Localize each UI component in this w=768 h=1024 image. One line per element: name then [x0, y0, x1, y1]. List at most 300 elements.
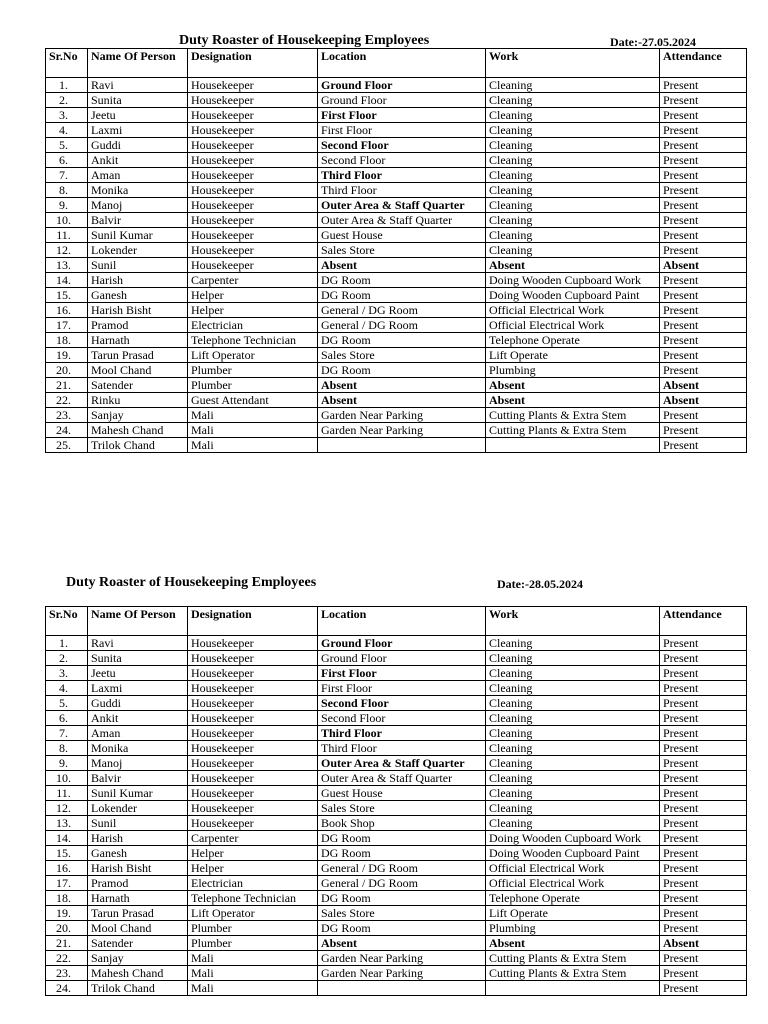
table-row	[46, 801, 747, 816]
work-cell: Absent	[486, 393, 660, 408]
attendance-cell: Present	[660, 966, 747, 981]
name-cell: Tarun Prasad	[88, 906, 188, 921]
sr-no-cell: 5.	[46, 138, 88, 153]
table-row	[46, 363, 747, 378]
attendance-cell: Present	[660, 168, 747, 183]
work-cell: Cutting Plants & Extra Stem	[486, 951, 660, 966]
sr-no-cell: 10.	[46, 771, 88, 786]
table-row	[46, 123, 747, 138]
location-cell: First Floor	[318, 108, 486, 123]
designation-cell: Helper	[188, 303, 318, 318]
location-cell: Absent	[318, 936, 486, 951]
work-cell: Cleaning	[486, 123, 660, 138]
table-row	[46, 213, 747, 228]
attendance-cell: Present	[660, 756, 747, 771]
location-cell: Second Floor	[318, 153, 486, 168]
roster-date: Date:-27.05.2024	[610, 35, 696, 49]
col-header-location: Location	[318, 607, 486, 636]
attendance-cell: Present	[660, 438, 747, 453]
sr-no-cell: 15.	[46, 846, 88, 861]
table-row	[46, 861, 747, 876]
location-cell: Book Shop	[318, 816, 486, 831]
sr-no-cell: 16.	[46, 861, 88, 876]
work-cell	[486, 981, 660, 996]
name-cell: Tarun Prasad	[88, 348, 188, 363]
designation-cell: Helper	[188, 288, 318, 303]
table-row	[46, 921, 747, 936]
designation-cell: Housekeeper	[188, 258, 318, 273]
sr-no-cell: 8.	[46, 741, 88, 756]
work-cell: Doing Wooden Cupboard Work	[486, 831, 660, 846]
work-cell: Cutting Plants & Extra Stem	[486, 966, 660, 981]
designation-cell: Housekeeper	[188, 636, 318, 651]
work-cell: Cleaning	[486, 78, 660, 93]
name-cell: Sanjay	[88, 408, 188, 423]
designation-cell: Lift Operator	[188, 348, 318, 363]
name-cell: Laxmi	[88, 123, 188, 138]
name-cell: Aman	[88, 726, 188, 741]
attendance-cell: Present	[660, 696, 747, 711]
col-header-work: Work	[486, 607, 660, 636]
location-cell: Garden Near Parking	[318, 951, 486, 966]
table-row	[46, 393, 747, 408]
attendance-cell: Present	[660, 786, 747, 801]
name-cell: Harnath	[88, 333, 188, 348]
table-row	[46, 726, 747, 741]
table-row	[46, 771, 747, 786]
name-cell: Ganesh	[88, 288, 188, 303]
designation-cell: Mali	[188, 951, 318, 966]
work-cell: Cleaning	[486, 243, 660, 258]
location-cell: DG Room	[318, 921, 486, 936]
location-cell: Ground Floor	[318, 93, 486, 108]
location-cell: DG Room	[318, 288, 486, 303]
table-row	[46, 438, 747, 453]
attendance-cell: Absent	[660, 258, 747, 273]
name-cell: Manoj	[88, 198, 188, 213]
sr-no-cell: 18.	[46, 891, 88, 906]
designation-cell: Mali	[188, 438, 318, 453]
work-cell: Cleaning	[486, 153, 660, 168]
attendance-cell: Present	[660, 348, 747, 363]
designation-cell: Housekeeper	[188, 183, 318, 198]
name-cell: Monika	[88, 741, 188, 756]
sr-no-cell: 22.	[46, 951, 88, 966]
col-header-designation: Designation	[188, 49, 318, 78]
location-cell: Absent	[318, 258, 486, 273]
work-cell: Cleaning	[486, 756, 660, 771]
designation-cell: Carpenter	[188, 831, 318, 846]
name-cell: Ravi	[88, 636, 188, 651]
attendance-cell: Present	[660, 108, 747, 123]
attendance-cell: Present	[660, 138, 747, 153]
table-row	[46, 138, 747, 153]
attendance-cell: Present	[660, 198, 747, 213]
name-cell: Sanjay	[88, 951, 188, 966]
col-header-name: Name Of Person	[88, 49, 188, 78]
table-row	[46, 288, 747, 303]
table-row	[46, 951, 747, 966]
name-cell: Trilok Chand	[88, 438, 188, 453]
attendance-cell: Present	[660, 681, 747, 696]
sr-no-cell: 20.	[46, 363, 88, 378]
sr-no-cell: 6.	[46, 711, 88, 726]
name-cell: Monika	[88, 183, 188, 198]
sr-no-cell: 18.	[46, 333, 88, 348]
sr-no-cell: 14.	[46, 831, 88, 846]
location-cell: Second Floor	[318, 696, 486, 711]
col-header-name: Name Of Person	[88, 607, 188, 636]
sr-no-cell: 19.	[46, 906, 88, 921]
attendance-cell: Present	[660, 78, 747, 93]
sr-no-cell: 24.	[46, 981, 88, 996]
designation-cell: Plumber	[188, 936, 318, 951]
designation-cell: Housekeeper	[188, 168, 318, 183]
work-cell: Cleaning	[486, 801, 660, 816]
table-row	[46, 228, 747, 243]
table-row	[46, 78, 747, 93]
table-row	[46, 981, 747, 996]
location-cell: Third Floor	[318, 168, 486, 183]
location-cell: Garden Near Parking	[318, 423, 486, 438]
location-cell: Third Floor	[318, 741, 486, 756]
location-cell: DG Room	[318, 363, 486, 378]
sr-no-cell: 6.	[46, 153, 88, 168]
work-cell: Lift Operate	[486, 348, 660, 363]
attendance-cell: Present	[660, 423, 747, 438]
sr-no-cell: 1.	[46, 78, 88, 93]
sr-no-cell: 17.	[46, 876, 88, 891]
table-row	[46, 831, 747, 846]
location-cell: Sales Store	[318, 801, 486, 816]
name-cell: Mahesh Chand	[88, 423, 188, 438]
work-cell: Cleaning	[486, 168, 660, 183]
table-row	[46, 303, 747, 318]
attendance-cell: Present	[660, 981, 747, 996]
roster-table	[45, 48, 747, 453]
designation-cell: Electrician	[188, 318, 318, 333]
table-row	[46, 168, 747, 183]
attendance-cell: Absent	[660, 378, 747, 393]
table-row	[46, 243, 747, 258]
name-cell: Sunil	[88, 816, 188, 831]
work-cell: Official Electrical Work	[486, 876, 660, 891]
location-cell: Outer Area & Staff Quarter	[318, 756, 486, 771]
location-cell: First Floor	[318, 681, 486, 696]
designation-cell: Housekeeper	[188, 681, 318, 696]
work-cell: Telephone Operate	[486, 891, 660, 906]
sr-no-cell: 24.	[46, 423, 88, 438]
sr-no-cell: 7.	[46, 726, 88, 741]
location-cell: Second Floor	[318, 711, 486, 726]
work-cell: Cleaning	[486, 183, 660, 198]
sr-no-cell: 4.	[46, 123, 88, 138]
name-cell: Harish Bisht	[88, 303, 188, 318]
location-cell: DG Room	[318, 333, 486, 348]
location-cell: Second Floor	[318, 138, 486, 153]
work-cell	[486, 438, 660, 453]
attendance-cell: Present	[660, 303, 747, 318]
designation-cell: Lift Operator	[188, 906, 318, 921]
designation-cell: Mali	[188, 981, 318, 996]
name-cell: Balvir	[88, 213, 188, 228]
work-cell: Doing Wooden Cupboard Work	[486, 273, 660, 288]
attendance-cell: Present	[660, 666, 747, 681]
work-cell: Doing Wooden Cupboard Paint	[486, 288, 660, 303]
designation-cell: Housekeeper	[188, 78, 318, 93]
location-cell: Absent	[318, 378, 486, 393]
name-cell: Sunita	[88, 651, 188, 666]
location-cell: Third Floor	[318, 726, 486, 741]
work-cell: Cleaning	[486, 636, 660, 651]
sr-no-cell: 14.	[46, 273, 88, 288]
name-cell: Mool Chand	[88, 363, 188, 378]
designation-cell: Housekeeper	[188, 786, 318, 801]
sr-no-cell: 12.	[46, 243, 88, 258]
attendance-cell: Present	[660, 651, 747, 666]
col-header-location: Location	[318, 49, 486, 78]
location-cell: Garden Near Parking	[318, 408, 486, 423]
table-row	[46, 696, 747, 711]
designation-cell: Housekeeper	[188, 123, 318, 138]
designation-cell: Mali	[188, 966, 318, 981]
table-row	[46, 378, 747, 393]
location-cell: Guest House	[318, 228, 486, 243]
attendance-cell: Present	[660, 243, 747, 258]
work-cell: Cleaning	[486, 138, 660, 153]
table-row	[46, 681, 747, 696]
work-cell: Cleaning	[486, 696, 660, 711]
work-cell: Lift Operate	[486, 906, 660, 921]
designation-cell: Plumber	[188, 363, 318, 378]
roster-title: Duty Roaster of Housekeeping Employees	[66, 575, 317, 590]
location-cell: DG Room	[318, 846, 486, 861]
work-cell: Cleaning	[486, 681, 660, 696]
attendance-cell: Present	[660, 921, 747, 936]
designation-cell: Telephone Technician	[188, 891, 318, 906]
work-cell: Cleaning	[486, 786, 660, 801]
attendance-cell: Present	[660, 273, 747, 288]
name-cell: Sunita	[88, 93, 188, 108]
sr-no-cell: 16.	[46, 303, 88, 318]
location-cell: Sales Store	[318, 906, 486, 921]
table-row	[46, 408, 747, 423]
table-row	[46, 198, 747, 213]
name-cell: Pramod	[88, 318, 188, 333]
attendance-cell: Present	[660, 333, 747, 348]
location-cell: Sales Store	[318, 348, 486, 363]
work-cell: Cleaning	[486, 198, 660, 213]
attendance-cell: Present	[660, 711, 747, 726]
designation-cell: Telephone Technician	[188, 333, 318, 348]
table-row	[46, 183, 747, 198]
location-cell: Ground Floor	[318, 636, 486, 651]
col-header-attendance: Attendance	[660, 49, 747, 78]
location-cell: First Floor	[318, 123, 486, 138]
designation-cell: Mali	[188, 408, 318, 423]
name-cell: Harish	[88, 273, 188, 288]
designation-cell: Housekeeper	[188, 666, 318, 681]
name-cell: Rinku	[88, 393, 188, 408]
table-row	[46, 891, 747, 906]
attendance-cell: Absent	[660, 936, 747, 951]
work-cell: Official Electrical Work	[486, 318, 660, 333]
name-cell: Balvir	[88, 771, 188, 786]
table-row	[46, 741, 747, 756]
location-cell: Ground Floor	[318, 651, 486, 666]
name-cell: Satender	[88, 378, 188, 393]
attendance-cell: Absent	[660, 393, 747, 408]
sr-no-cell: 21.	[46, 936, 88, 951]
work-cell: Plumbing	[486, 921, 660, 936]
designation-cell: Housekeeper	[188, 153, 318, 168]
col-header-work: Work	[486, 49, 660, 78]
table-row	[46, 756, 747, 771]
name-cell: Harnath	[88, 891, 188, 906]
work-cell: Cleaning	[486, 741, 660, 756]
work-cell: Cleaning	[486, 108, 660, 123]
designation-cell: Helper	[188, 846, 318, 861]
location-cell	[318, 438, 486, 453]
sr-no-cell: 19.	[46, 348, 88, 363]
location-cell: Guest House	[318, 786, 486, 801]
table-row	[46, 273, 747, 288]
designation-cell: Electrician	[188, 876, 318, 891]
name-cell: Lokender	[88, 801, 188, 816]
designation-cell: Housekeeper	[188, 726, 318, 741]
work-cell: Cutting Plants & Extra Stem	[486, 423, 660, 438]
table-row	[46, 651, 747, 666]
work-cell: Plumbing	[486, 363, 660, 378]
table-row	[46, 333, 747, 348]
designation-cell: Housekeeper	[188, 93, 318, 108]
sr-no-cell: 23.	[46, 966, 88, 981]
sr-no-cell: 25.	[46, 438, 88, 453]
sr-no-cell: 11.	[46, 228, 88, 243]
attendance-cell: Present	[660, 906, 747, 921]
name-cell: Sunil Kumar	[88, 228, 188, 243]
sr-no-cell: 3.	[46, 666, 88, 681]
name-cell: Ankit	[88, 711, 188, 726]
name-cell: Harish	[88, 831, 188, 846]
sr-no-cell: 20.	[46, 921, 88, 936]
designation-cell: Housekeeper	[188, 816, 318, 831]
table-row	[46, 876, 747, 891]
attendance-cell: Present	[660, 318, 747, 333]
location-cell: DG Room	[318, 273, 486, 288]
sr-no-cell: 22.	[46, 393, 88, 408]
designation-cell: Housekeeper	[188, 801, 318, 816]
designation-cell: Housekeeper	[188, 756, 318, 771]
attendance-cell: Present	[660, 816, 747, 831]
name-cell: Mahesh Chand	[88, 966, 188, 981]
location-cell: DG Room	[318, 891, 486, 906]
designation-cell: Housekeeper	[188, 741, 318, 756]
table-row	[46, 786, 747, 801]
table-row	[46, 318, 747, 333]
table-row	[46, 93, 747, 108]
name-cell: Guddi	[88, 138, 188, 153]
work-cell: Cleaning	[486, 816, 660, 831]
sr-no-cell: 11.	[46, 786, 88, 801]
table-row	[46, 906, 747, 921]
designation-cell: Housekeeper	[188, 108, 318, 123]
work-cell: Cleaning	[486, 711, 660, 726]
designation-cell: Housekeeper	[188, 711, 318, 726]
table-row	[46, 348, 747, 363]
attendance-cell: Present	[660, 771, 747, 786]
attendance-cell: Present	[660, 213, 747, 228]
work-cell: Cleaning	[486, 213, 660, 228]
location-cell: Third Floor	[318, 183, 486, 198]
designation-cell: Guest Attendant	[188, 393, 318, 408]
name-cell: Ravi	[88, 78, 188, 93]
sr-no-cell: 7.	[46, 168, 88, 183]
col-header-sr-no: Sr.No	[46, 607, 88, 636]
name-cell: Laxmi	[88, 681, 188, 696]
sr-no-cell: 17.	[46, 318, 88, 333]
sr-no-cell: 2.	[46, 651, 88, 666]
location-cell: General / DG Room	[318, 318, 486, 333]
attendance-cell: Present	[660, 861, 747, 876]
location-cell: Outer Area & Staff Quarter	[318, 198, 486, 213]
sr-no-cell: 3.	[46, 108, 88, 123]
work-cell: Cleaning	[486, 726, 660, 741]
designation-cell: Housekeeper	[188, 213, 318, 228]
name-cell: Sunil Kumar	[88, 786, 188, 801]
location-cell: First Floor	[318, 666, 486, 681]
name-cell: Jeetu	[88, 108, 188, 123]
location-cell	[318, 981, 486, 996]
table-row	[46, 153, 747, 168]
col-header-designation: Designation	[188, 607, 318, 636]
name-cell: Sunil	[88, 258, 188, 273]
work-cell: Cleaning	[486, 228, 660, 243]
name-cell: Jeetu	[88, 666, 188, 681]
location-cell: Outer Area & Staff Quarter	[318, 771, 486, 786]
work-cell: Cleaning	[486, 93, 660, 108]
location-cell: DG Room	[318, 831, 486, 846]
name-cell: Manoj	[88, 756, 188, 771]
designation-cell: Housekeeper	[188, 651, 318, 666]
designation-cell: Housekeeper	[188, 228, 318, 243]
location-cell: Sales Store	[318, 243, 486, 258]
work-cell: Doing Wooden Cupboard Paint	[486, 846, 660, 861]
table-row	[46, 966, 747, 981]
location-cell: Ground Floor	[318, 78, 486, 93]
attendance-cell: Present	[660, 846, 747, 861]
name-cell: Pramod	[88, 876, 188, 891]
attendance-cell: Present	[660, 636, 747, 651]
designation-cell: Plumber	[188, 378, 318, 393]
work-cell: Official Electrical Work	[486, 861, 660, 876]
table-row	[46, 711, 747, 726]
name-cell: Lokender	[88, 243, 188, 258]
table-row	[46, 666, 747, 681]
sr-no-cell: 8.	[46, 183, 88, 198]
sr-no-cell: 10.	[46, 213, 88, 228]
sr-no-cell: 15.	[46, 288, 88, 303]
table-row	[46, 258, 747, 273]
attendance-cell: Present	[660, 831, 747, 846]
sr-no-cell: 13.	[46, 816, 88, 831]
sr-no-cell: 4.	[46, 681, 88, 696]
name-cell: Mool Chand	[88, 921, 188, 936]
work-cell: Cleaning	[486, 771, 660, 786]
attendance-cell: Present	[660, 123, 747, 138]
location-cell: Absent	[318, 393, 486, 408]
col-header-attendance: Attendance	[660, 607, 747, 636]
